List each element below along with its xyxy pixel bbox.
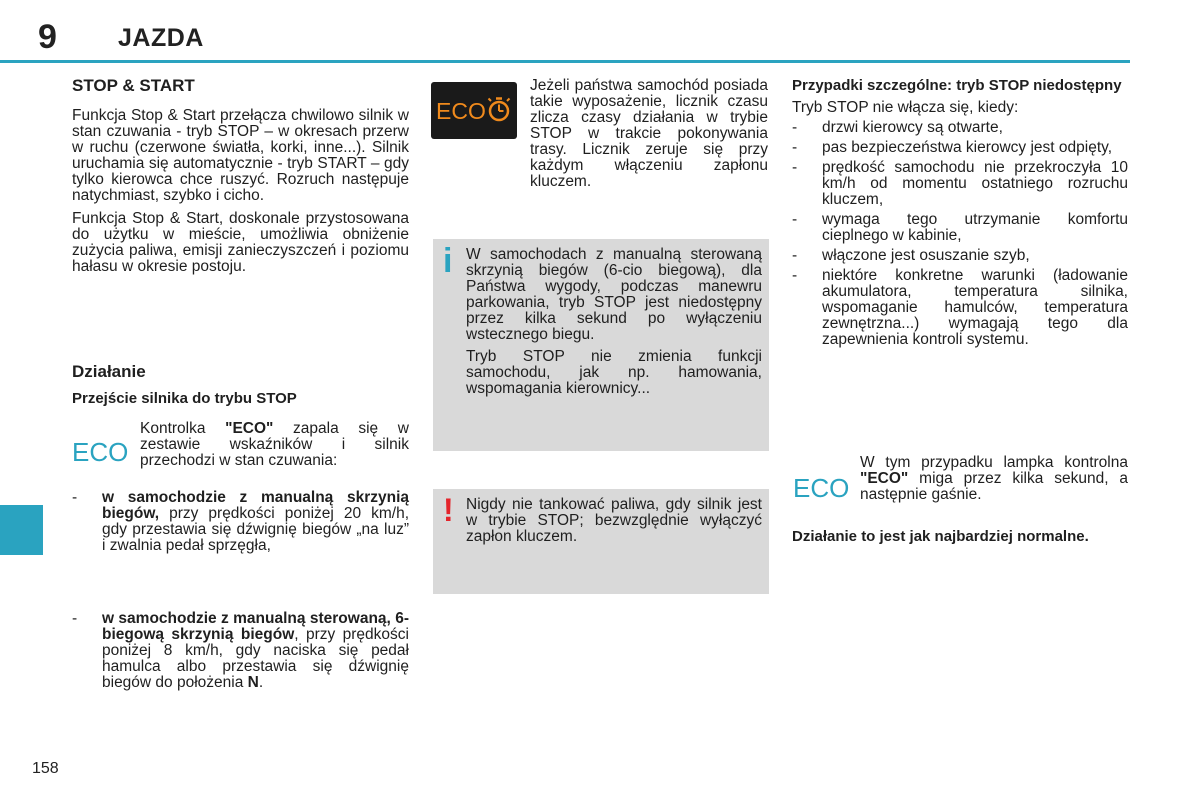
info-text	[466, 247, 762, 397]
paragraph-benefits: Funkcja Stop & Start, doskonale przystosowana do użytku w mieście, umożliwia obniżenie zużycia paliwa, emisji zanieczyszczeń i poziomu hałasu w okresie postoju.	[72, 210, 409, 275]
list-item-text: drzwi kierowcy są otwarte,	[822, 119, 1003, 136]
counter-text	[530, 78, 768, 190]
eco-blink-text	[860, 455, 1128, 503]
list-item-text: pas bezpieczeństwa kierowcy jest odpięty,	[822, 139, 1113, 156]
eco-counter-label: ECO	[436, 98, 486, 124]
eco-icon	[791, 472, 849, 502]
bullet-dash: -	[792, 119, 798, 136]
bullet-manual-gearbox	[72, 490, 409, 554]
list-item	[792, 120, 1128, 136]
list-item	[792, 248, 1128, 264]
eco-text-post: zapala się w zestawie wskaźników i silnik przechodzi w stan czuwania:	[140, 420, 409, 469]
warning-box	[433, 489, 769, 594]
bullet-dash: -	[792, 211, 798, 228]
list-item	[792, 268, 1128, 348]
chapter-title: JAZDA	[118, 24, 204, 52]
eco-blink-pre: W tym przypadku lampka kontrolna	[860, 454, 1128, 471]
column-stop-start	[72, 78, 409, 275]
list-item	[792, 160, 1128, 208]
special-cases-title: Przypadki szczególne: tryb STOP niedostępny	[792, 77, 1122, 94]
normal-operation-note	[792, 529, 1128, 545]
list-item-text: wymaga tego utrzymanie komfortu cieplnego w kabinie,	[822, 211, 1128, 244]
eco-blink-post: miga przez kilka sekund, a następnie gaśnie.	[860, 470, 1128, 503]
list-item-text: prędkość samochodu nie przekroczyła 10 km/h od momentu ostatniego rozruchu kluczem,	[822, 159, 1128, 208]
warning-paragraph: Nigdy nie tankować paliwa, gdy silnik jest w trybie STOP; bezwzględnie wyłączyć zapłon kluczem.	[466, 496, 762, 545]
normal-operation-text: Działanie to jest jak najbardziej normalne.	[792, 528, 1089, 545]
list-item-text: włączone jest osuszanie szyb,	[822, 247, 1030, 264]
eco-icon	[70, 436, 128, 466]
info-box	[433, 239, 769, 451]
eco-text-pre: Kontrolka	[140, 420, 226, 437]
bullet-dash: -	[792, 159, 798, 176]
counter-paragraph: Jeżeli państwa samochód posiada takie wyposażenie, licznik czasu zlicza czasy działania w trybie STOP w trakcie pokonywania trasy. Licznik zeruje się przy każdym włączeniu zapłonu kluczem.	[530, 77, 768, 190]
bullet-bold: w samochodzie z manualną sterowaną, 6-biegową skrzynią biegów	[102, 610, 409, 643]
section-title-stop-start: STOP & START	[72, 76, 195, 95]
bullet-text: przy prędkości poniżej 20 km/h, gdy przestawia się dźwignię biegów „na luz” i zwalnia pedał sprzęgła,	[102, 505, 409, 554]
bullet-dash: -	[792, 267, 798, 284]
info-paragraph-2: Tryb STOP nie zmienia funkcji samochodu, jak np. hamowania, wspomagania kierownicy...	[466, 348, 762, 397]
chapter-side-tab	[0, 505, 43, 555]
eco-blink-bold: "ECO"	[860, 470, 909, 487]
chapter-number: 9	[38, 18, 57, 56]
warning-text	[466, 497, 762, 545]
special-cases-intro: Tryb STOP nie włącza się, kiedy:	[792, 99, 1019, 116]
bullet-dash: -	[792, 139, 798, 156]
eco-indicator-text	[140, 421, 409, 469]
column-special-cases	[792, 78, 1128, 348]
eco-icon-label: ECO	[72, 437, 128, 466]
warning-icon: !	[443, 492, 454, 528]
list-item	[792, 212, 1128, 244]
section-title-dzialanie: Działanie	[72, 362, 146, 381]
section-dzialanie	[72, 364, 409, 407]
gear-n-label: N	[247, 674, 259, 691]
list-item	[792, 140, 1128, 156]
bullet-dash: -	[72, 610, 78, 627]
eco-text-bold: "ECO"	[225, 420, 274, 437]
bullet-end: .	[258, 674, 264, 691]
eco-counter-icon	[431, 82, 517, 139]
paragraph-intro: Funkcja Stop & Start przełącza chwilowo silnik w stan czuwania - tryb STOP – w okresach przerw w ruchu (czerwone światła, korki, inne...). Silnik uruchamia się automatycznie - tryb START – gdy tylko kierowca chce ruszyć. Rozruch następuje natychmiast, szybko i cicho.	[72, 107, 409, 204]
subsection-title-stop: Przejście silnika do trybu STOP	[72, 390, 297, 407]
list-item-text: niektóre konkretne warunki (ładowanie akumulatora, temperatura silnika, wspomaganie hamulców, temperatura zewnętrzna...) wymagają tego dla zapewnienia kontroli systemu.	[822, 267, 1128, 348]
bullet-dash: -	[792, 247, 798, 264]
bullet-bold: w samochodzie z manualną skrzynią biegów,	[102, 489, 409, 522]
header-divider	[0, 60, 1130, 63]
page-number: 158	[32, 760, 59, 777]
bullet-automated-gearbox	[72, 611, 409, 691]
eco-icon-label: ECO	[793, 473, 849, 502]
bullet-text: , przy prędkości poniżej 8 km/h, gdy naciska się pedał hamulca albo przestawia się dźwignię biegów do położenia	[102, 626, 409, 691]
bullet-dash: -	[72, 489, 78, 506]
info-icon: i	[443, 242, 453, 280]
info-paragraph-1: W samochodach z manualną sterowaną skrzynią biegów (6-cio biegową), dla Państwa wygody, podczas manewru parkowania, tryb STOP jest niedostępny przez kilka sekund po wyłączeniu wstecznego biegu.	[466, 246, 762, 343]
